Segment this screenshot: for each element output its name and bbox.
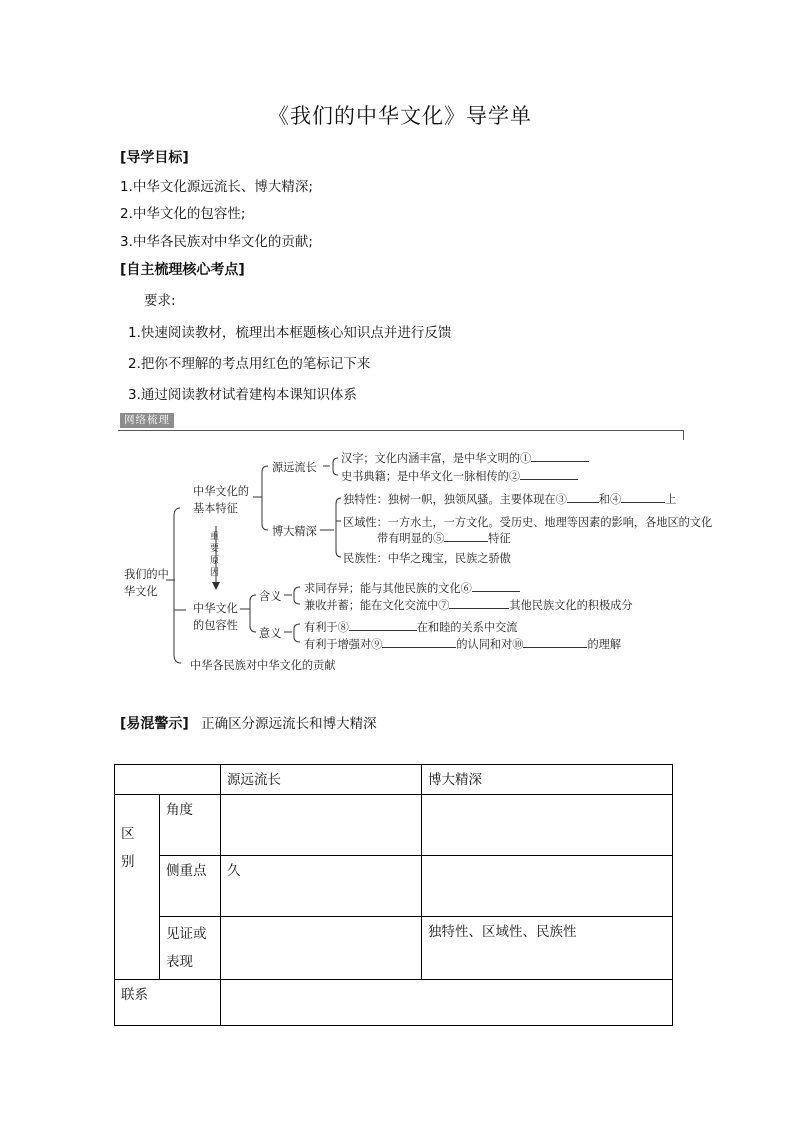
b1-bracket: [262, 466, 268, 530]
answer-blank[interactable]: [520, 468, 578, 480]
node-significance: 意义: [259, 627, 282, 640]
answer-blank[interactable]: [621, 491, 665, 503]
leaf-text: 史书典籍；是中华文化一脉相传的②: [341, 468, 578, 484]
answer-blank[interactable]: [444, 530, 488, 542]
requirement-label: 要求:: [144, 293, 176, 309]
node-basic-features: 基本特征: [193, 502, 238, 515]
group-label: 区 别: [115, 795, 160, 980]
leaf-text: 求同存异；能与其他民族的文化⑥: [304, 580, 520, 596]
answer-blank[interactable]: [382, 636, 456, 648]
table-row: [115, 980, 673, 1026]
node-basic-features: 中华文化的: [193, 485, 249, 498]
reason-arrow-head: [212, 582, 220, 590]
row-label: 侧重点: [160, 856, 221, 917]
table-cell[interactable]: 独特性、区域性、民族性: [422, 917, 673, 980]
answer-blank[interactable]: [531, 450, 589, 462]
comparison-table: [114, 764, 673, 1026]
reason-label: 重 要 原 因: [210, 532, 220, 578]
leaf-text: 兼收并蓄；能在文化交流中⑦ 其他民族文化的积极成分: [304, 599, 633, 612]
answer-blank[interactable]: [523, 636, 587, 648]
b2a-bracket: [294, 587, 300, 604]
mindmap-banner-label: 网络梳理: [120, 413, 174, 428]
table-row: [115, 856, 673, 917]
b2b-bracket: [294, 624, 300, 642]
table-row: [115, 765, 673, 795]
warning-line: [易混警示] 正确区分源远流长和博大精深: [120, 716, 377, 732]
b1a-bracket: [333, 458, 338, 475]
b2-bracket: [250, 595, 256, 632]
leaf-text: 有利于增强对⑨ 的认同和对⑩ 的理解: [304, 638, 622, 651]
goals-heading: [导学目标]: [120, 150, 189, 166]
leaf-text: 区域性：一方水土，一方文化。受历史、地理等因素的影响，各地区的文化: [343, 516, 713, 529]
root-spine: [174, 508, 181, 663]
table-cell[interactable]: [422, 856, 673, 917]
answer-blank[interactable]: [567, 491, 599, 503]
self-study-heading: [自主梳理核心考点]: [120, 262, 245, 278]
leaf-text: 带有明显的⑤ 特征: [377, 532, 511, 545]
table-row: [115, 917, 673, 980]
b1b-bracket: [336, 498, 341, 557]
mindmap-root: 华文化: [124, 585, 158, 598]
goal-item: 3.中华各民族对中华文化的贡献;: [120, 234, 313, 250]
node-inclusiveness: 的包容性: [193, 619, 238, 632]
goal-item: 1.中华文化源远流长、博大精深;: [120, 179, 313, 195]
table-cell[interactable]: [221, 980, 673, 1026]
answer-blank[interactable]: [449, 597, 509, 609]
row-label: 见证或 表现: [160, 917, 221, 980]
row-label: 角度: [160, 795, 221, 856]
node-long-history: 源远流长: [272, 461, 317, 474]
table-cell[interactable]: [221, 917, 422, 980]
table-cell[interactable]: [422, 795, 673, 856]
table-header: 源远流长: [221, 765, 422, 795]
table-cell[interactable]: 久: [221, 856, 422, 917]
node-ethnic-contribution: 中华各民族对中华文化的贡献: [190, 659, 336, 672]
mindmap-root: 我们的中: [124, 568, 169, 581]
leaf-text: 有利于⑧ 在和睦的关系中交流: [304, 621, 518, 634]
leaf-text: 独特性：独树一帜，独领风骚。主要体现在③ 和④ 上: [343, 493, 677, 506]
table-row: [115, 795, 673, 856]
table-cell[interactable]: [221, 795, 422, 856]
requirement-item: 1.快速阅读教材，梳理出本框题核心知识点并进行反馈: [128, 325, 452, 341]
answer-blank[interactable]: [472, 580, 520, 592]
page-title: 《我们的中华文化》导学单: [268, 104, 532, 128]
goal-item: 2.中华文化的包容性;: [120, 206, 246, 222]
node-inclusiveness: 中华文化: [193, 602, 238, 615]
table-corner-cell: [115, 765, 221, 795]
table-header: 博大精深: [422, 765, 673, 795]
leaf-text: 汉字；文化内涵丰富，是中华文明的①: [341, 450, 589, 466]
row-label: 联系: [115, 980, 221, 1026]
leaf-text: 民族性：中华之瑰宝，民族之骄傲: [343, 552, 511, 565]
node-broad-profound: 博大精深: [272, 525, 317, 538]
answer-blank[interactable]: [349, 619, 417, 631]
requirement-item: 2.把你不理解的考点用红色的笔标记下来: [128, 356, 371, 372]
requirement-item: 3.通过阅读教材试着建构本课知识体系: [128, 387, 357, 403]
node-meaning: 含义: [259, 590, 282, 603]
